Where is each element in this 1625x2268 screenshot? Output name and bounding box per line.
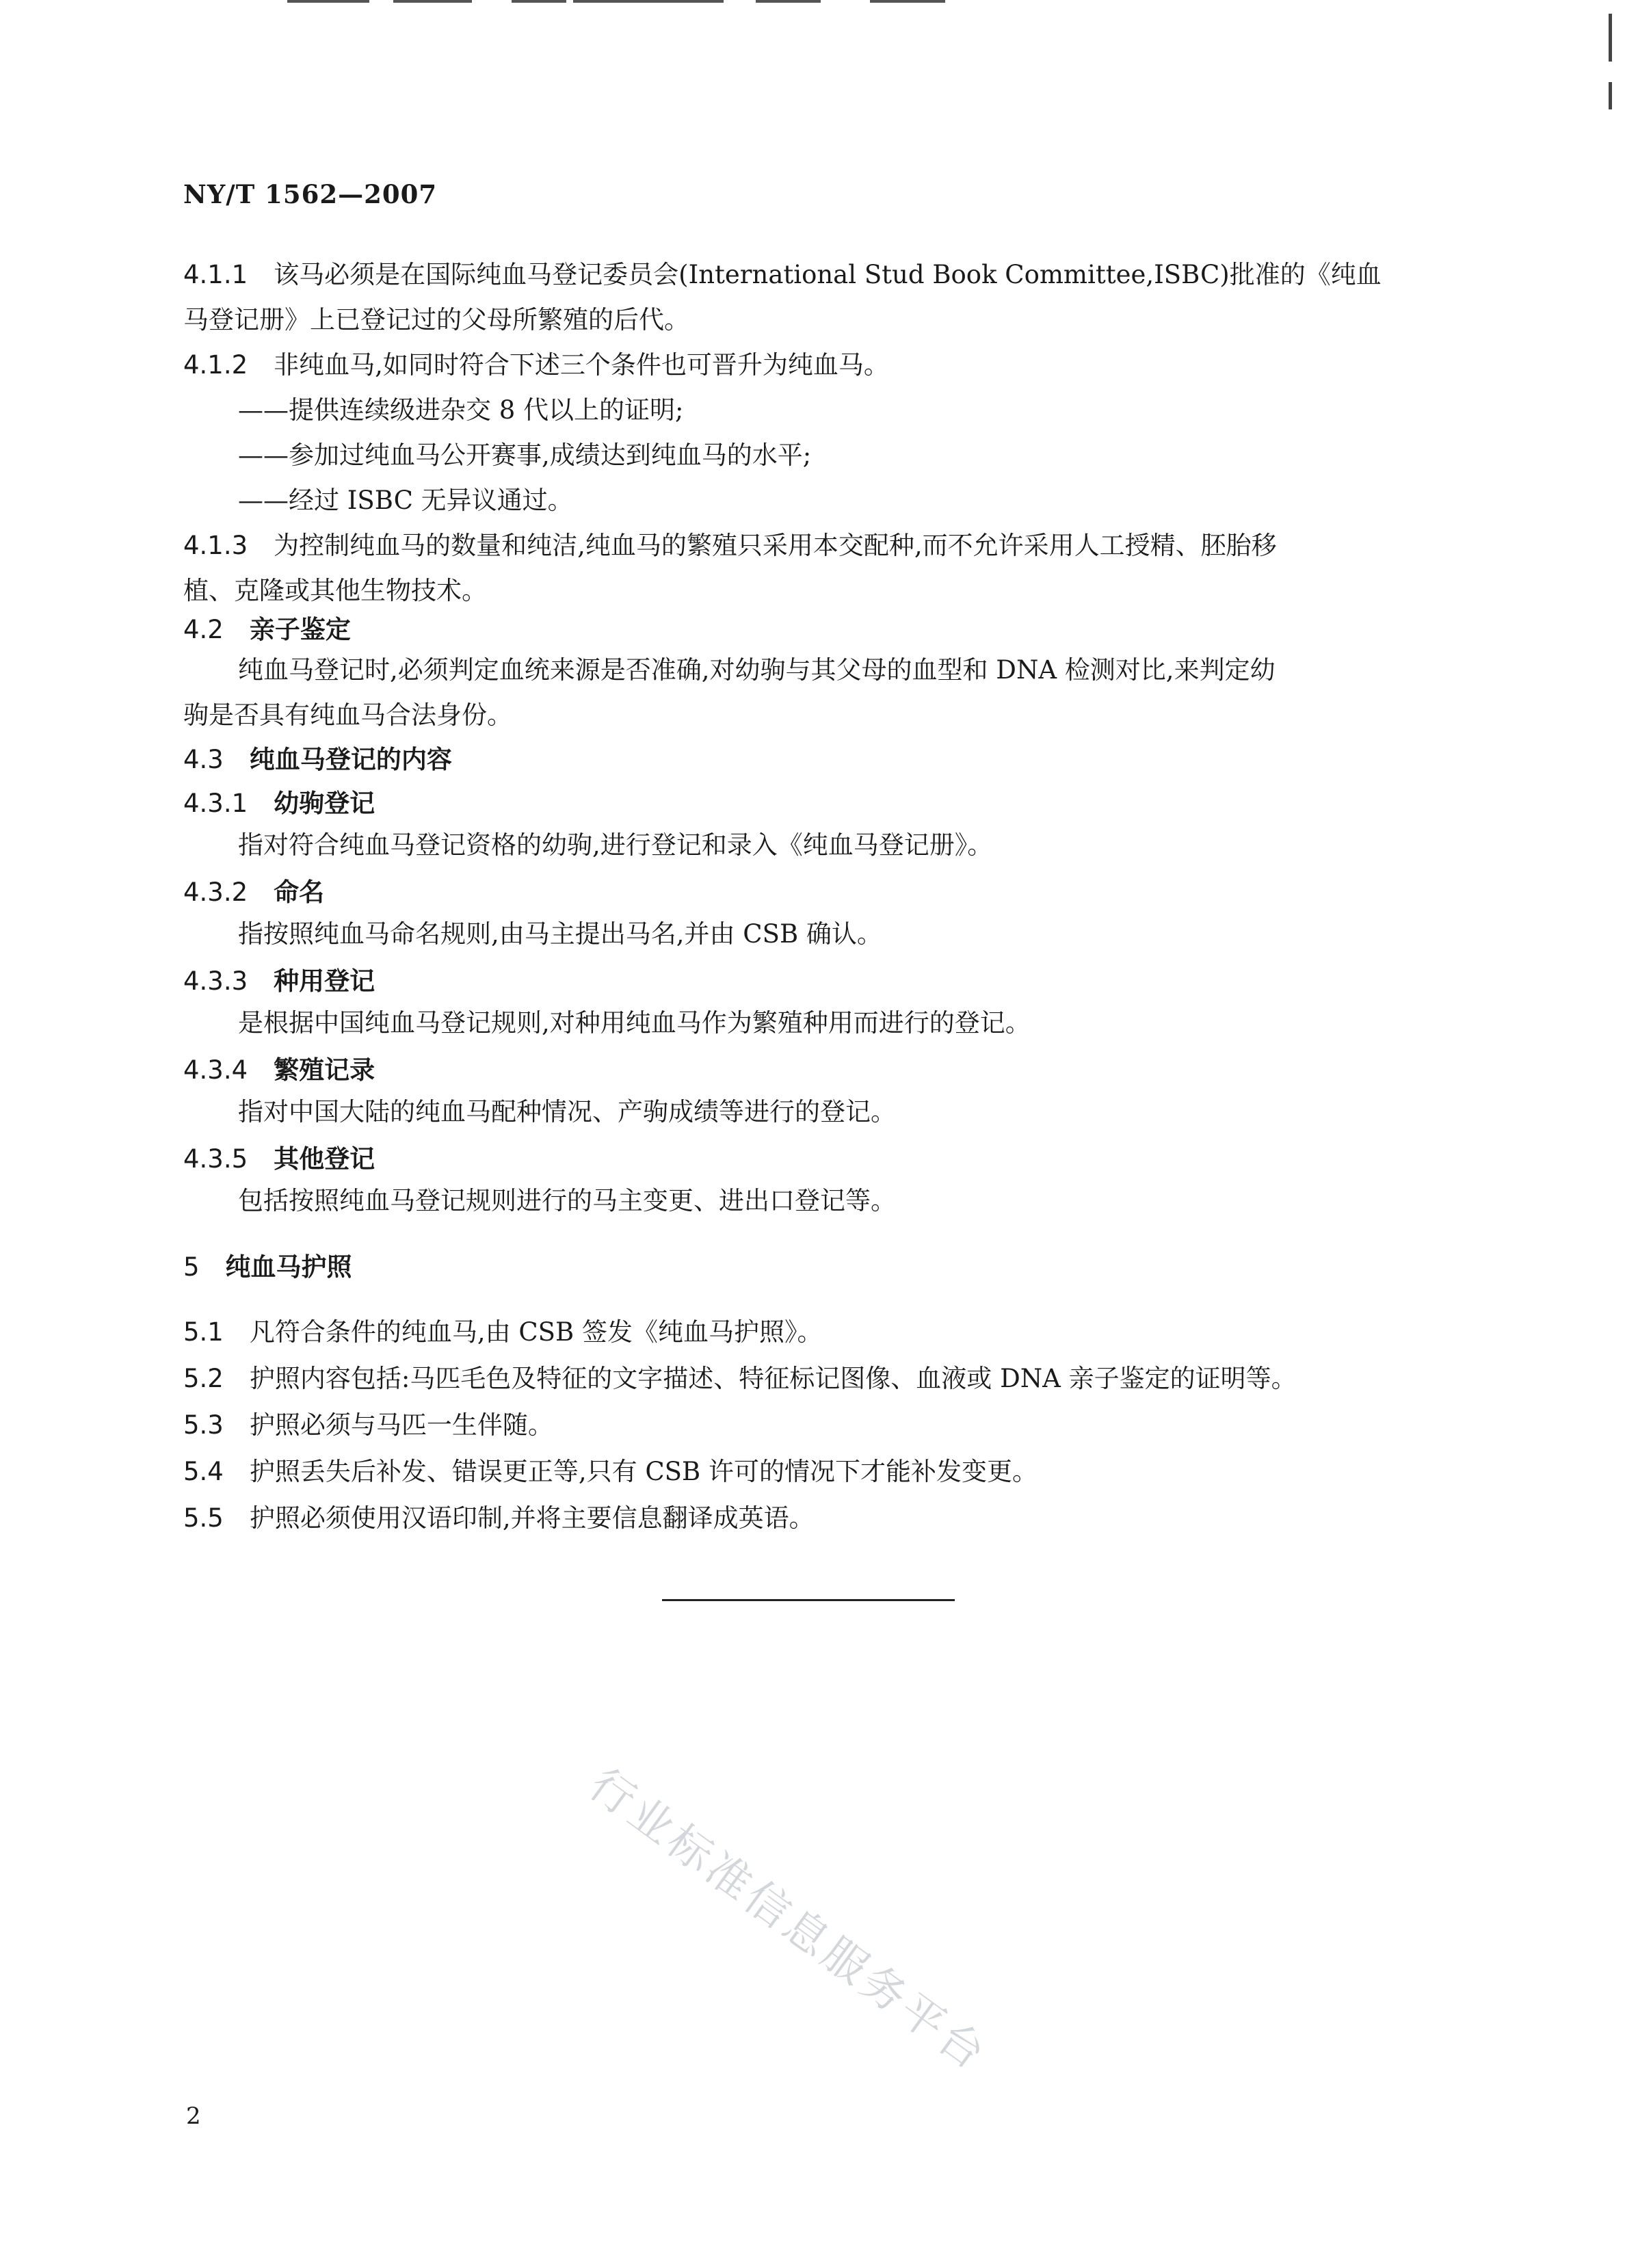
clause-4-3-3-heading bbox=[183, 966, 375, 997]
clause-4-2-heading bbox=[183, 614, 351, 645]
clause-text: 护照内容包括:马匹毛色及特征的文字描述、特征标记图像、血液或 DNA 亲子鉴定的证明等。 bbox=[249, 1364, 1297, 1393]
scan-artifact bbox=[1609, 14, 1612, 62]
scan-artifact bbox=[573, 0, 724, 3]
end-of-document-rule bbox=[662, 1599, 955, 1601]
clause-4-3-2-heading bbox=[183, 877, 324, 908]
section-title: 种用登记 bbox=[274, 966, 375, 996]
chapter-title: 纯血马护照 bbox=[225, 1252, 352, 1282]
scan-artifact bbox=[287, 0, 369, 3]
section-title: 其他登记 bbox=[274, 1144, 375, 1174]
clause-4-2-line2: 驹是否具有纯血马合法身份。 bbox=[183, 700, 512, 730]
clause-5-4 bbox=[183, 1457, 1038, 1487]
list-item: ——经过 ISBC 无异议通过。 bbox=[238, 486, 573, 515]
clause-5-1 bbox=[183, 1317, 822, 1347]
list-item: ——参加过纯血马公开赛事,成绩达到纯血马的水平; bbox=[238, 440, 812, 470]
clause-4-3-5-text: 包括按照纯血马登记规则进行的马主变更、进出口登记等。 bbox=[238, 1186, 896, 1215]
clause-5-5 bbox=[183, 1503, 815, 1533]
clause-number: 4.3 bbox=[183, 745, 224, 774]
clause-4-1-1-line1 bbox=[183, 260, 1382, 290]
clause-4-3-heading bbox=[183, 744, 452, 775]
page-number: 2 bbox=[186, 2102, 201, 2130]
scan-artifact bbox=[1609, 82, 1612, 109]
clause-5-3 bbox=[183, 1410, 553, 1440]
clause-4-3-2-text: 指按照纯血马命名规则,由马主提出马名,并由 CSB 确认。 bbox=[238, 919, 882, 949]
section-title: 幼驹登记 bbox=[274, 788, 375, 818]
clause-number: 4.1.3 bbox=[183, 531, 248, 560]
list-item: ——提供连续级进杂交 8 代以上的证明; bbox=[238, 395, 684, 425]
scan-artifact bbox=[512, 0, 566, 3]
section-title: 纯血马登记的内容 bbox=[249, 744, 452, 774]
clause-text: 护照丢失后补发、错误更正等,只有 CSB 许可的情况下才能补发变更。 bbox=[249, 1457, 1038, 1486]
watermark-text: 行业标准信息服务平台 bbox=[579, 1759, 997, 2082]
clause-number: 5.4 bbox=[183, 1457, 224, 1486]
clause-number: 5.3 bbox=[183, 1410, 224, 1440]
scan-artifact bbox=[393, 0, 472, 3]
clause-number: 4.1.1 bbox=[183, 260, 248, 289]
clause-number: 4.2 bbox=[183, 615, 224, 644]
clause-text: 非纯血马,如同时符合下述三个条件也可晋升为纯血马。 bbox=[274, 350, 889, 380]
clause-text: 护照必须与马匹一生伴随。 bbox=[249, 1410, 553, 1440]
clause-text: 凡符合条件的纯血马,由 CSB 签发《纯血马护照》。 bbox=[249, 1317, 823, 1347]
scan-artifact bbox=[756, 0, 821, 3]
clause-number: 4.3.4 bbox=[183, 1055, 248, 1085]
clause-5-2 bbox=[183, 1364, 1297, 1394]
clause-4-3-3-text: 是根据中国纯血马登记规则,对种用纯血马作为繁殖种用而进行的登记。 bbox=[238, 1008, 1031, 1038]
clause-number: 4.3.2 bbox=[183, 878, 248, 907]
clause-number: 4.3.5 bbox=[183, 1144, 248, 1174]
clause-number: 5 bbox=[183, 1252, 200, 1282]
clause-text: 该马必须是在国际纯血马登记委员会(International Stud Book Committee,ISBC)批准的《纯血 bbox=[274, 260, 1382, 289]
clause-number: 5.1 bbox=[183, 1317, 224, 1347]
clause-4-1-3-line2: 植、克隆或其他生物技术。 bbox=[183, 576, 487, 605]
clause-4-3-1-text: 指对符合纯血马登记资格的幼驹,进行登记和录入《纯血马登记册》。 bbox=[238, 830, 993, 860]
section-title: 亲子鉴定 bbox=[249, 614, 351, 644]
clause-number: 4.3.1 bbox=[183, 789, 248, 818]
clause-number: 4.3.3 bbox=[183, 966, 248, 996]
clause-4-3-4-text: 指对中国大陆的纯血马配种情况、产驹成绩等进行的登记。 bbox=[238, 1097, 896, 1126]
clause-text: 护照必须使用汉语印制,并将主要信息翻译成英语。 bbox=[249, 1503, 815, 1533]
clause-number: 4.1.2 bbox=[183, 350, 248, 380]
clause-text: 为控制纯血马的数量和纯洁,纯血马的繁殖只采用本交配种,而不允许采用人工授精、胚胎移 bbox=[274, 531, 1277, 560]
clause-4-3-1-heading bbox=[183, 788, 375, 819]
clause-number: 5.2 bbox=[183, 1364, 224, 1393]
clause-4-3-5-heading bbox=[183, 1144, 375, 1174]
clause-4-1-1-line2: 马登记册》上已登记过的父母所繁殖的后代。 bbox=[183, 305, 689, 334]
clause-number: 5.5 bbox=[183, 1503, 224, 1533]
section-title: 繁殖记录 bbox=[274, 1055, 375, 1085]
clause-4-1-3-line1 bbox=[183, 531, 1277, 561]
clause-4-3-4-heading bbox=[183, 1055, 375, 1085]
clause-4-1-2 bbox=[183, 350, 889, 380]
section-title: 命名 bbox=[274, 877, 325, 907]
clause-4-2-line1: 纯血马登记时,必须判定血统来源是否准确,对幼驹与其父母的血型和 DNA 检测对比,来判定幼 bbox=[238, 655, 1276, 685]
standard-code: NY/T 1562—2007 bbox=[183, 179, 438, 209]
chapter-5-heading bbox=[183, 1252, 352, 1282]
scan-artifact bbox=[870, 0, 945, 3]
